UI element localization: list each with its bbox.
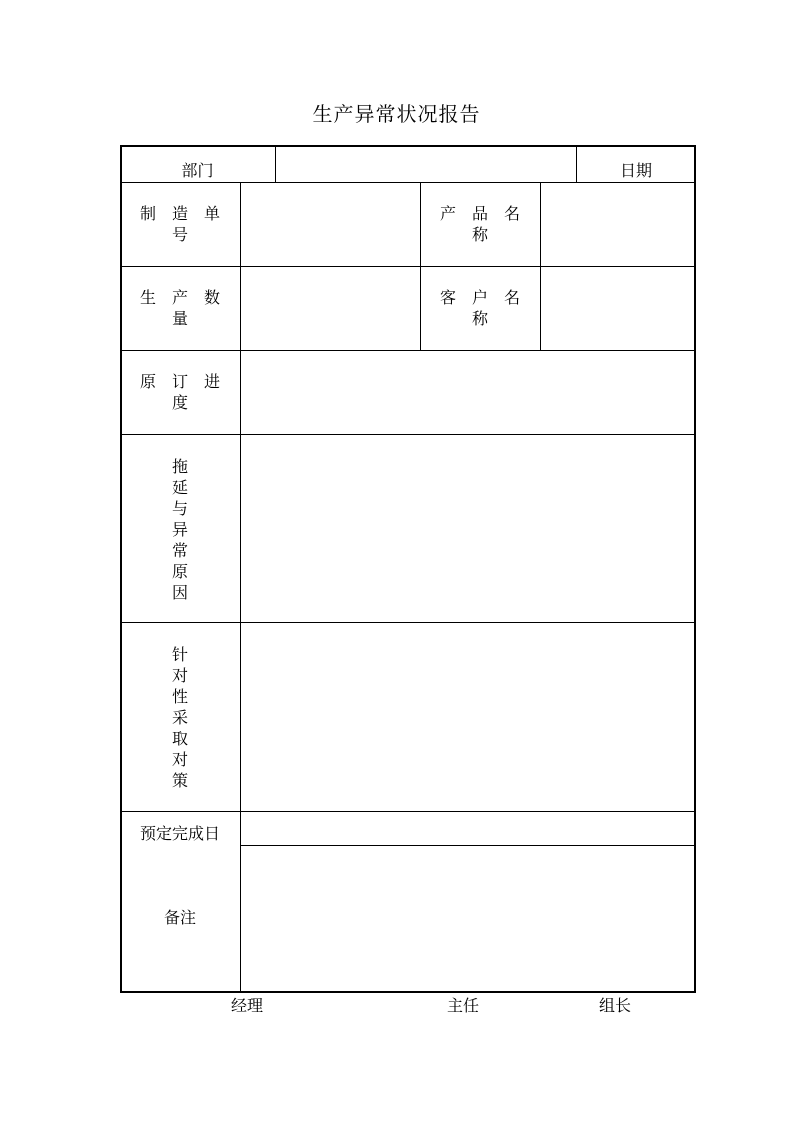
order-number-label: 制 造 单 号 <box>140 204 220 244</box>
countermeasures-label: 针 对 性 采 取 对 策 <box>171 645 188 790</box>
divider <box>420 182 421 350</box>
production-quantity-field[interactable] <box>241 267 420 350</box>
supervisor-signature-label: 主任 <box>447 996 480 1015</box>
manager-signature-label: 经理 <box>231 996 264 1015</box>
report-form <box>120 145 696 993</box>
department-field[interactable] <box>276 146 575 181</box>
date-label: 日期 <box>619 161 652 180</box>
original-schedule-field[interactable] <box>241 351 694 434</box>
page-title: 生产异常状况报告 <box>312 102 481 126</box>
delay-reason-label: 拖 延 与 异 常 原 因 <box>171 457 188 602</box>
customer-name-field[interactable] <box>541 267 694 350</box>
delay-reason-field[interactable] <box>241 435 694 622</box>
customer-name-label: 客 户 名 称 <box>440 288 520 328</box>
remarks-label: 备注 <box>163 908 196 927</box>
order-number-field[interactable] <box>241 183 420 266</box>
original-schedule-label: 原 订 进 度 <box>140 372 220 412</box>
product-name-field[interactable] <box>541 183 694 266</box>
planned-completion-label: 预定完成日 <box>139 824 220 843</box>
production-quantity-label: 生 产 数 量 <box>140 288 220 328</box>
team-leader-signature-label: 组长 <box>599 996 632 1015</box>
planned-completion-field[interactable] <box>241 812 694 845</box>
product-name-label: 产 品 名 称 <box>440 204 520 244</box>
department-label: 部门 <box>181 161 214 180</box>
countermeasures-field[interactable] <box>241 623 694 811</box>
remarks-field[interactable] <box>241 846 694 991</box>
